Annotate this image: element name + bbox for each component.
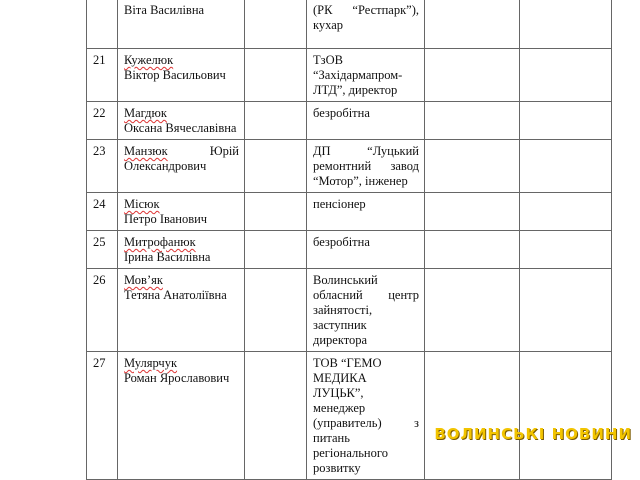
workplace-info xyxy=(307,193,425,231)
workplace-line: директора xyxy=(313,333,368,347)
given-name: Ірина Василівна xyxy=(124,250,211,264)
workplace-line: менеджер xyxy=(313,401,366,415)
workplace-line: Волинський xyxy=(313,273,378,287)
empty-cell xyxy=(245,269,307,352)
given-name: Оксана Вячеславівна xyxy=(124,121,237,135)
name-line xyxy=(124,197,239,212)
table-row xyxy=(87,193,612,231)
person-name xyxy=(118,231,245,269)
name-line xyxy=(124,106,239,121)
given-name: Олександрович xyxy=(124,159,207,173)
extra-cell-2 xyxy=(520,102,612,140)
extra-cell-1 xyxy=(425,352,520,480)
workplace-info xyxy=(307,140,425,193)
empty-cell xyxy=(245,49,307,102)
watermark-logo: ВОЛИНСЬКІ НОВИНИ xyxy=(434,425,632,443)
table-row xyxy=(87,231,612,269)
table-row xyxy=(87,269,612,352)
surname: Митрофанюк xyxy=(124,235,196,249)
person-name xyxy=(118,0,245,49)
empty-cell xyxy=(245,352,307,480)
given-name: Роман Ярославович xyxy=(124,371,230,385)
workplace-info xyxy=(307,0,425,49)
extra-cell-1 xyxy=(425,102,520,140)
given-name: Віктор Васильович xyxy=(124,68,226,82)
person-name xyxy=(118,140,245,193)
row-number: 26 xyxy=(87,269,118,352)
workplace-line: зайнятості, xyxy=(313,303,373,317)
workplace-line: “Західармапром- xyxy=(313,68,403,82)
extra-cell-2 xyxy=(520,193,612,231)
extra-cell-2 xyxy=(520,231,612,269)
workplace-line: розвитку xyxy=(313,461,361,475)
candidate-table xyxy=(86,0,612,480)
surname: Кужелюк xyxy=(124,53,174,67)
name-line xyxy=(124,356,239,371)
workplace-line: “Мотор”, інженер xyxy=(313,174,408,188)
extra-cell-1 xyxy=(425,140,520,193)
extra-cell-1 xyxy=(425,193,520,231)
extra-cell-1 xyxy=(425,49,520,102)
workplace-line: ТзОВ xyxy=(313,53,343,67)
empty-cell xyxy=(245,231,307,269)
surname: Місюк xyxy=(124,197,160,211)
workplace-info xyxy=(307,269,425,352)
table-row xyxy=(87,352,612,480)
workplace-line: ЛТД”, директор xyxy=(313,83,398,97)
extra-cell-2 xyxy=(520,49,612,102)
given-name: Тетяна Анатоліївна xyxy=(124,288,227,302)
table-row xyxy=(87,102,612,140)
extra-cell-1 xyxy=(425,231,520,269)
extra-cell-1 xyxy=(425,0,520,49)
workplace-line: регіонального xyxy=(313,446,388,460)
row-number: 21 xyxy=(87,49,118,102)
row-number: 27 xyxy=(87,352,118,480)
row-number: 22 xyxy=(87,102,118,140)
workplace-line: ремонтний завод xyxy=(313,159,419,173)
person-name xyxy=(118,269,245,352)
row-number: 25 xyxy=(87,231,118,269)
empty-cell xyxy=(245,193,307,231)
name-line xyxy=(124,53,239,68)
workplace-line: питань xyxy=(313,431,350,445)
name-line xyxy=(124,235,239,250)
surname: Мов’як xyxy=(124,273,163,287)
workplace-line: безробітна xyxy=(313,106,370,120)
empty-cell xyxy=(245,140,307,193)
workplace-line: МЕДИКА xyxy=(313,371,367,385)
given-name: Петро Іванович xyxy=(124,212,208,226)
workplace-info xyxy=(307,352,425,480)
row-number xyxy=(87,0,118,49)
surname: Манзюк xyxy=(124,144,168,158)
name-line xyxy=(124,144,239,159)
workplace-line: кухар xyxy=(313,18,344,32)
workplace-info xyxy=(307,49,425,102)
workplace-line: (РК “Рестпарк”), xyxy=(313,3,419,17)
workplace-info xyxy=(307,102,425,140)
table-row xyxy=(87,49,612,102)
row-number: 23 xyxy=(87,140,118,193)
table-row xyxy=(87,140,612,193)
given-name: Віта Василівна xyxy=(124,3,205,17)
person-name xyxy=(118,352,245,480)
row-number: 24 xyxy=(87,193,118,231)
surname: Магдюк xyxy=(124,106,167,120)
table-row xyxy=(87,0,612,49)
workplace-line: пенсіонер xyxy=(313,197,366,211)
extra-cell-2 xyxy=(520,140,612,193)
workplace-line: заступник xyxy=(313,318,367,332)
extra-cell-2 xyxy=(520,269,612,352)
workplace-line: ДП “Луцький xyxy=(313,144,419,158)
extra-cell-2 xyxy=(520,0,612,49)
extra-cell-1 xyxy=(425,269,520,352)
empty-cell xyxy=(245,0,307,49)
surname: Мулярчук xyxy=(124,356,178,370)
workplace-line: обласний центр xyxy=(313,288,419,302)
person-name xyxy=(118,193,245,231)
workplace-line: безробітна xyxy=(313,235,370,249)
workplace-line: ТОВ “ГЕМО xyxy=(313,356,382,370)
person-name xyxy=(118,49,245,102)
person-name xyxy=(118,102,245,140)
extra-cell-2 xyxy=(520,352,612,480)
workplace-line: ЛУЦЬК”, xyxy=(313,386,364,400)
name-line xyxy=(124,273,239,288)
empty-cell xyxy=(245,102,307,140)
workplace-info xyxy=(307,231,425,269)
given-name-part: Юрій xyxy=(209,144,239,158)
workplace-line: (управитель) з xyxy=(313,416,419,430)
